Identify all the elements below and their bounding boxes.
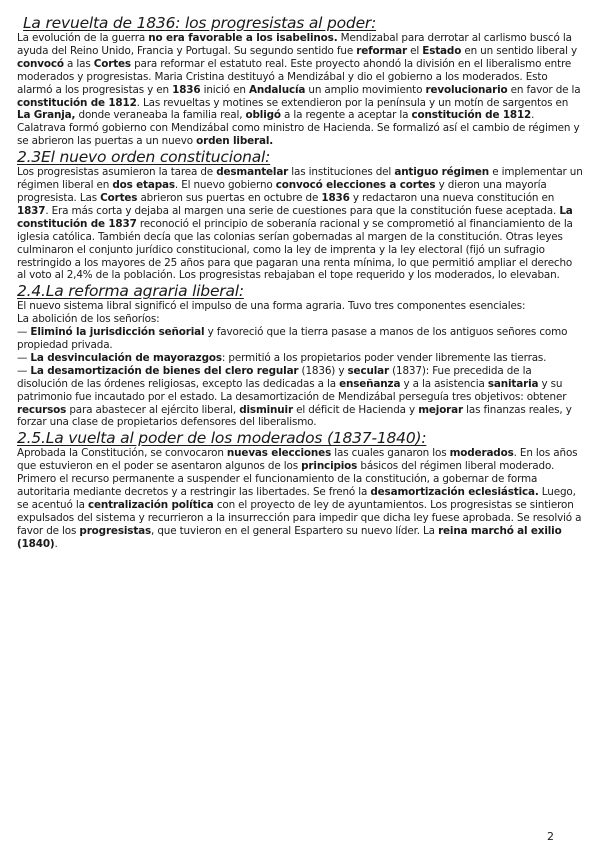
section-heading: La revuelta de 1836: los progresistas al poder: [23,14,377,32]
paragraph: — La desvinculación de mayorazgos: permitió a los propietarios poder vender libremente las tierras. [17,351,547,364]
bold-term: enseñanza [339,377,401,390]
bold-term: constitución de 1812 [17,96,137,109]
bold-term: desmantelar [216,166,289,179]
bold-term: reina marchó al exilio (1840) [17,524,562,550]
bold-term: La Granja, [17,109,76,122]
document-page [17,14,583,551]
bold-term: no era favorable a los isabelinos. [148,32,338,44]
bold-term: principios [301,460,358,473]
bold-term: convocó [17,57,64,70]
bold-term: revolucionario [425,83,508,96]
bold-term: mejorar [418,403,463,416]
bold-term: Estado [422,44,462,57]
bold-term: recursos [17,403,67,416]
bold-term: obligó [245,109,281,122]
bold-term: Cortes [100,191,138,204]
bold-term: 1836 [321,191,350,204]
page-number: 2 [547,830,554,843]
bold-term: La desvinculación de mayorazgos [30,351,222,364]
paragraph: La evolución de la guerra no era favorable a los isabelinos. Mendizabal para derrotar al carlismo buscó la ayuda del Reino Unido, Francia y Portugal. Su segundo sentido fue reformar el Estado en un sentido liberal y convocó a las Cortes para reformar el estatuto real. Este proyecto ahondó la división en el liberalismo entre moderados y progresistas. Maria Cristina destituyó a Mendizábal y dio el gobierno a los moderados. Esto alarmó a los progresistas y en 1836 inició en Andalucía un amplio movimiento revolucionario en favor de la constitución de 1812. Las revueltas y motines se extendieron por la península y un motín de sargentos en La Granja, donde veraneaba la familia real, obligó a la regente a aceptar la constitución de 1812. Calatrava formó gobierno con Mendizábal como ministro de Hacienda. Se formalizó así el cambio de régimen y se abrieron las puertas a un nuevo orden liberal. [17,32,581,148]
paragraph: Aprobada la Constitución, se convocaron nuevas elecciones las cuales ganaron los moderados. En los años que estuvieron en el poder se asentaron algunos de los principios básicos del régimen liberal moderado. Primero el recurso permanente a suspender el funcionamiento de la constitución, a gobernar de forma autoritaria mediante decretos y a restringir las libertades. Se frenó la desamortización eclesiástica. Luego, se acentuó la centralización política con el proyecto de ley de ayuntamientos. Los progresistas se sintieron expulsados del sistema y recurrieron a la insurrección para impedir que dicha ley fuese aprobada. Se resolvió a favor de los progresistas, que tuvieron en el general Espartero su nuevo líder. La reina marchó al exilio (1840). [17,447,582,550]
bold-term: 1836 [172,83,201,96]
paragraph: El nuevo sistema libral significó el impulso de una forma agraria. Tuvo tres componentes esenciales: [17,300,526,313]
bold-term: Cortes [93,57,131,70]
bold-term: Andalucía [249,83,306,96]
bold-term: Eliminó la jurisdicción señorial [30,326,205,339]
paragraph: La abolición de los señoríos: [17,313,160,326]
bold-term: sanitaria [487,377,539,390]
bold-term: dos etapas [112,179,175,192]
bold-term: La constitución de 1837 [17,204,573,230]
section-heading: 2.3El nuevo orden constitucional: [17,148,271,167]
bold-term: orden liberal. [196,135,274,148]
paragraph: Los progresistas asumieron la tarea de desmantelar las instituciones del antiguo régimen e implementar un régimen liberal en dos etapas. El nuevo gobierno convocó elecciones a cortes y dieron una mayoría progresista. Las Cortes abrieron sus puertas en octubre de 1836 y redactaron una nueva constitución en 1837. Era más corta y dejaba al margen una serie de cuestiones para que la constitución fuese aceptada. La constitución de 1837 reconoció el principio de soberanía racional y se comprometió al financiamiento de la iglesia católica. También decía que las colonias serían gobernadas al margen de la constitución. Otras leyes culminaron el conjunto jurídico constitucional, como la ley de imprenta y la ley electoral (fijó un sufragio restringido a los mayores de 25 años para que pagaran una renta mínima, lo que permitió ampliar el derecho al voto al 2,4% de la población. Los progresistas rebajaban el tope requerido y los moderados, lo elevaban. [17,166,583,282]
document-body [17,14,583,551]
bold-term: centralización política [87,499,214,511]
bold-term: antiguo régimen [394,166,490,179]
paragraph: — La desamortización de bienes del clero regular (1836) y secular (1837): Fue precedida de la disolución de las órdenes religiosas, excepto las dedicadas a la enseñanza y a la asistencia sanitaria y su patrimonio fue incautado por el estado. La desamortización de Mendizábal perseguía tres objetivos: obtener recursos para abastecer al ejército liberal, disminuir el déficit de Hacienda y mejorar las finanzas reales, y forzar una clase de propietarios defensores del liberalismo. [17,364,572,429]
section-heading: 2.4.La reforma agraria liberal: [17,282,244,301]
bold-term: progresistas [79,524,152,537]
paragraph: — Eliminó la jurisdicción señorial y favoreció que la tierra pasase a manos de los antiguos señores como propiedad privada. [17,326,568,352]
bold-term: nuevas elecciones [226,447,332,460]
bold-term: 1837 [17,204,46,217]
bold-term: disminuir [239,403,293,416]
section-heading: 2.5.La vuelta al poder de los moderados (1837-1840): [17,429,427,448]
bold-term: convocó elecciones a cortes [275,179,436,192]
bold-term: desamortización eclesiástica. [370,486,539,499]
bold-term: moderados [449,447,514,460]
bold-term: secular [347,364,389,377]
bold-term: La desamortización de bienes del clero regular [30,364,299,377]
bold-term: constitución de 1812 [411,109,532,122]
bold-term: reformar [356,44,407,57]
